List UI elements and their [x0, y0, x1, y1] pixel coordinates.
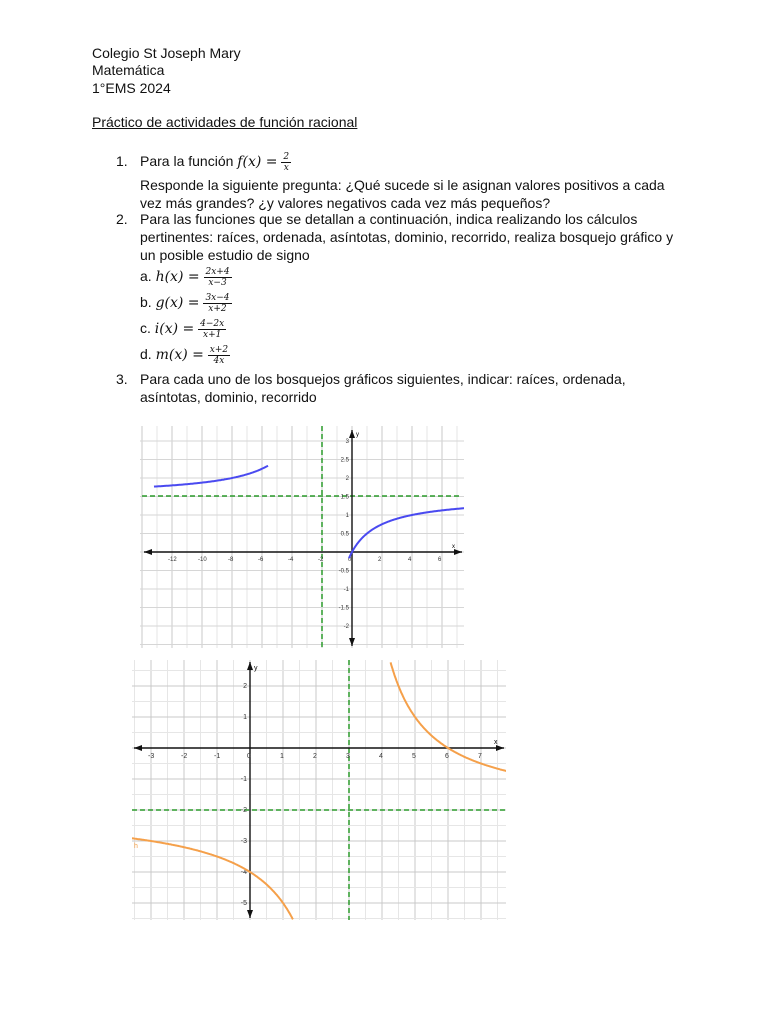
subitem-c — [140, 318, 226, 340]
graph-1-y-ticks — [339, 439, 350, 630]
x-tick-label: 0 — [247, 753, 251, 760]
school-name: Colegio St Joseph Mary — [92, 45, 241, 61]
x-tick-label: -4 — [288, 557, 294, 563]
item-2-statement: Para las funciones que se detallan a continuación, indica realizando los cálculos pertinentes: raíces, ordenada, asíntotas, dominio, recorrido, realiza bosquejo gráfico y un posible estudio de signo — [140, 211, 674, 263]
denominator: x+1 — [203, 329, 222, 340]
x-tick-label: 1 — [280, 753, 284, 760]
x-axis-label: x — [494, 739, 498, 746]
x-axis-arrow-right — [454, 549, 462, 555]
y-tick-label: -2 — [240, 807, 247, 814]
subitem-label: c. — [140, 320, 151, 336]
graph-2-grid — [132, 660, 506, 920]
x-tick-label: -12 — [168, 557, 177, 563]
item-number: 1. — [116, 153, 128, 169]
item-1 — [116, 152, 676, 212]
x-tick-label: 6 — [438, 557, 442, 563]
x-tick-label: -8 — [228, 557, 234, 563]
x-tick-label: 2 — [313, 753, 317, 760]
y-tick-label: 2 — [345, 476, 349, 482]
graph-2 — [132, 660, 506, 920]
fraction — [203, 293, 231, 314]
x-tick-label: 2 — [378, 557, 382, 563]
function-label: m(x) = — [155, 347, 204, 363]
function-label: h(x) = — [155, 269, 200, 285]
x-axis-label: x — [452, 544, 455, 550]
y-tick-label: -1 — [240, 776, 247, 783]
y-tick-label: 0.5 — [340, 531, 349, 538]
denominator: x+2 — [208, 303, 227, 314]
y-tick-label: 1.5 — [340, 494, 349, 501]
subitem-b — [140, 292, 232, 314]
numerator: x+2 — [209, 344, 229, 355]
denominator: 4x — [213, 355, 225, 366]
x-tick-label: -10 — [198, 557, 207, 563]
x-tick-label: -3 — [148, 753, 155, 760]
x-tick-label: -6 — [258, 557, 264, 563]
fraction — [198, 319, 226, 340]
x-tick-label: 4 — [408, 557, 412, 563]
y-tick-label: -5 — [240, 900, 247, 907]
y-axis-label: y — [356, 432, 359, 438]
y-axis-arrow-bottom — [247, 910, 253, 918]
x-axis-arrow-left — [144, 549, 152, 555]
numerator: 2 — [283, 152, 290, 162]
y-axis-arrow-top — [349, 430, 355, 438]
fraction-f — [281, 152, 291, 173]
subitem-a — [140, 266, 232, 288]
x-tick-label: 3 — [346, 753, 350, 760]
curve-label: h — [134, 843, 138, 850]
item-number: 2. — [116, 211, 128, 227]
subitem-label: d. — [140, 346, 152, 362]
y-axis-label: y — [254, 665, 258, 672]
y-axis-arrow-top — [247, 662, 253, 670]
fraction — [208, 345, 230, 366]
subitem-label: a. — [140, 268, 152, 284]
x-tick-label: -1 — [214, 753, 221, 760]
item-3 — [116, 370, 676, 410]
numerator: 4−2x — [200, 318, 225, 329]
y-tick-label: 2 — [243, 683, 247, 690]
x-tick-label: 6 — [445, 753, 449, 760]
fraction — [204, 267, 232, 288]
y-tick-label: -3 — [240, 838, 247, 845]
numerator: 2x+4 — [205, 266, 230, 277]
x-tick-label: 7 — [478, 753, 482, 760]
item-1-intro: Para la función — [140, 153, 234, 170]
item-1-question: Responde la siguiente pregunta: ¿Qué sucede si le asignan valores positivos a cada vez más grandes? ¿y valores negativos cada vez más pequeños? — [140, 177, 665, 211]
function-f-label: f(x) = — [237, 154, 278, 171]
x-tick-label: 5 — [412, 753, 416, 760]
graph-1 — [140, 426, 464, 648]
numerator: 3x−4 — [205, 292, 230, 303]
denominator: x−3 — [208, 277, 227, 288]
x-tick-label: 4 — [379, 753, 383, 760]
item-1-statement — [140, 152, 680, 173]
subitem-d — [140, 344, 230, 366]
x-tick-label: -2 — [318, 557, 324, 563]
graph-1-grid — [140, 426, 464, 648]
denominator: x — [283, 163, 289, 173]
y-tick-label: 1 — [345, 513, 349, 519]
graph-1-x-ticks — [168, 557, 442, 563]
item-2 — [116, 210, 676, 270]
subject-name: Matemática — [92, 62, 165, 78]
y-tick-label: 1 — [243, 714, 247, 721]
document-title: Práctico de actividades de función racional — [92, 114, 358, 130]
curve-left-branch — [132, 838, 293, 919]
y-tick-label: -1.5 — [338, 605, 349, 612]
y-tick-label: -2 — [343, 624, 349, 630]
y-tick-label: -4 — [240, 869, 247, 876]
course-name: 1°EMS 2024 — [92, 80, 171, 96]
item-number: 3. — [116, 371, 128, 387]
x-axis-arrow-left — [134, 745, 142, 751]
curve-left-branch — [154, 466, 268, 487]
function-label: g(x) = — [155, 295, 200, 311]
item-3-statement: Para cada uno de los bosquejos gráficos siguientes, indicar: raíces, ordenada, asíntotas, dominio, recorrido — [140, 371, 626, 405]
function-label: i(x) = — [154, 321, 195, 337]
y-tick-label: -1 — [343, 587, 349, 593]
subitem-label: b. — [140, 294, 152, 310]
y-tick-label: 3 — [345, 439, 349, 445]
x-tick-label: -2 — [181, 753, 188, 760]
x-tick-label: 0 — [348, 557, 352, 563]
y-tick-label: 2.5 — [340, 457, 349, 464]
y-tick-label: -0.5 — [338, 568, 349, 575]
